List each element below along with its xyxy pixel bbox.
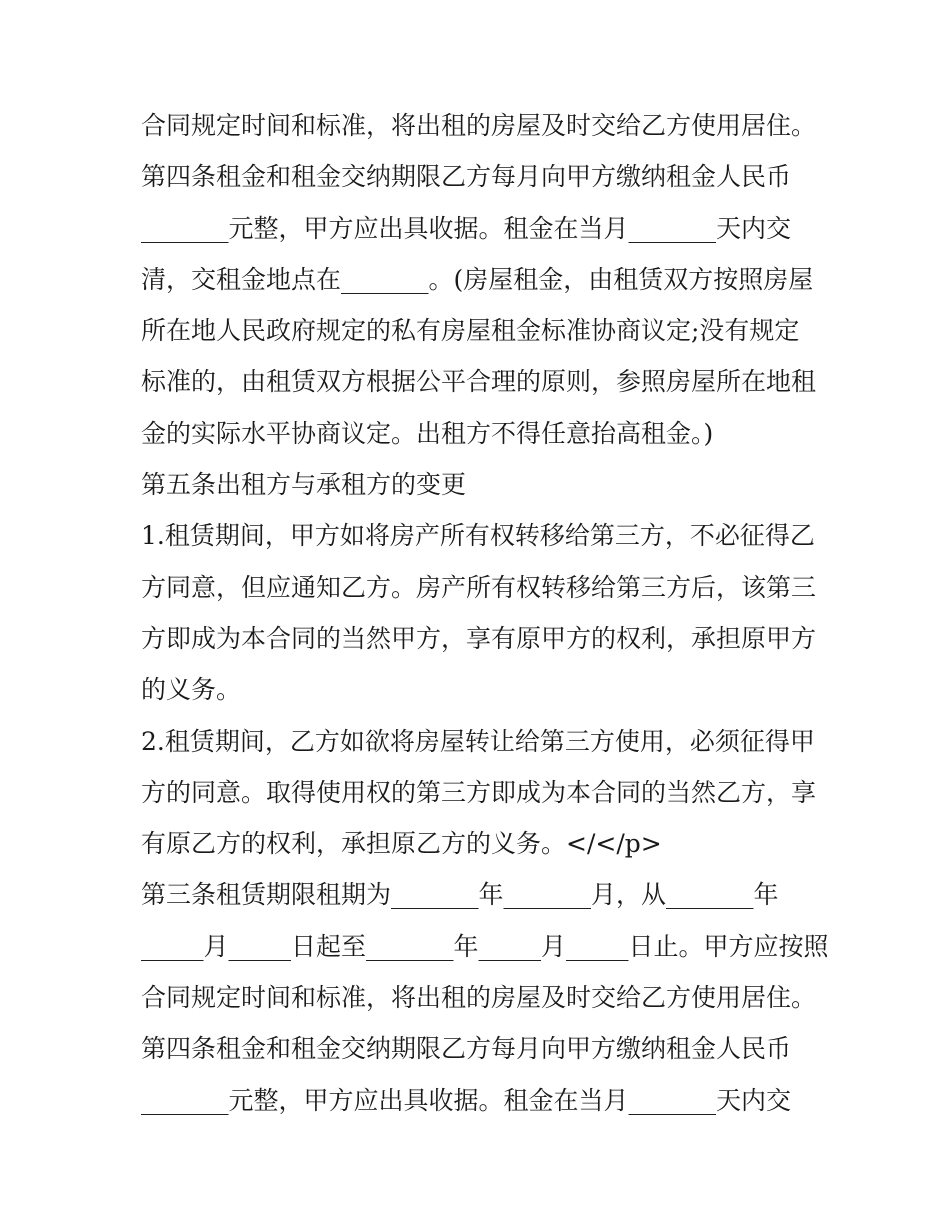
text-line: 第三条租赁期限租期为_______年_______月，从_______年 [141, 880, 779, 910]
text-line: 方的同意。取得使用权的第三方即成为本合同的当然乙方，享 [141, 777, 817, 807]
text-line: 合同规定时间和标准，将出租的房屋及时交给乙方使用居住。 [141, 983, 817, 1013]
text-line: 清，交租金地点在_______。(房屋租金，由租赁双方按照房屋 [141, 264, 814, 294]
text-line: 的义务。 [141, 675, 242, 705]
text-line: 2.租赁期间，乙方如欲将房屋转让给第三方使用，必须征得甲 [141, 726, 815, 756]
text-line: 所在地人民政府规定的私有房屋租金标准协商议定;没有规定 [141, 316, 800, 346]
text-line: 有原乙方的权利，承担原乙方的义务。</</p> [141, 829, 662, 859]
text-line: _____月_____日起至_______年_____月_____日止。甲方应按照 [141, 931, 829, 961]
text-line: 第四条租金和租金交纳期限乙方每月向甲方缴纳租金人民币 [141, 162, 792, 192]
text-line: 1.租赁期间，甲方如将房产所有权转移给第三方，不必征得乙 [141, 521, 815, 551]
section-heading: 第五条出租方与承租方的变更 [141, 470, 467, 500]
text-line: 合同规定时间和标准，将出租的房屋及时交给乙方使用居住。 [141, 111, 817, 140]
text-line: 标准的，由租赁双方根据公平合理的原则，参照房屋所在地租 [141, 367, 817, 397]
text-line: 方同意，但应通知乙方。房产所有权转移给第三方后，该第三 [141, 572, 817, 602]
text-line: 金的实际水平协商议定。出租方不得任意抬高租金。) [141, 418, 714, 448]
text-line: 方即成为本合同的当然甲方，享有原甲方的权利，承担原甲方 [141, 623, 817, 653]
text-line: 第四条租金和租金交纳期限乙方每月向甲方缴纳租金人民币 [141, 1034, 792, 1064]
text-line: _______元整，甲方应出具收据。租金在当月_______天内交 [141, 213, 792, 243]
contract-text-body [141, 100, 829, 1126]
text-line: _______元整，甲方应出具收据。租金在当月_______天内交 [141, 1085, 792, 1115]
